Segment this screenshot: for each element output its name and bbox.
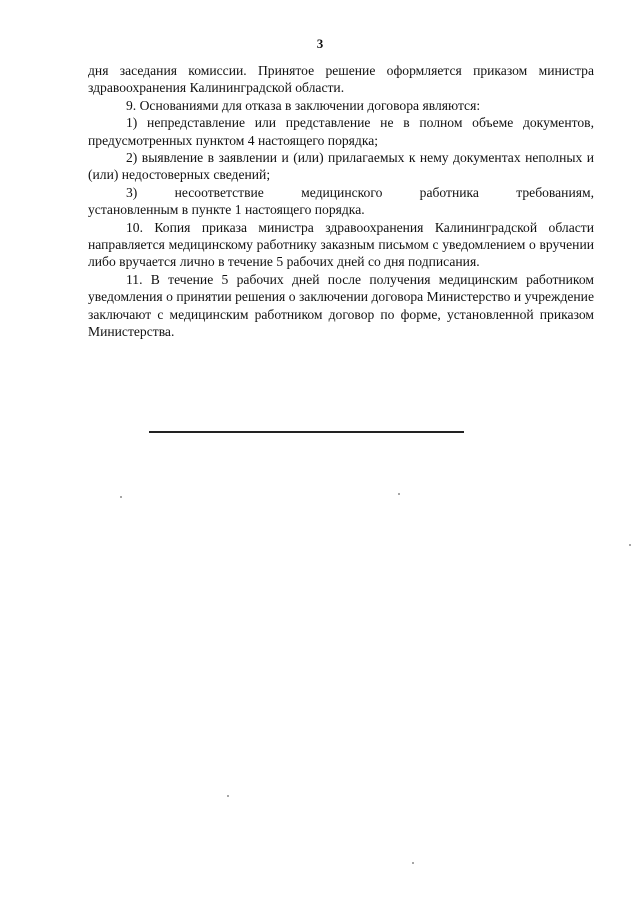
paragraph-9-item-3-line-1: 3) несоответствие медицинского работника требованиям, bbox=[126, 184, 594, 200]
paragraph-9-item-1: 1) непредставление или представление не в полном объеме документов, предусмотренных пунктом 4 настоящего порядка; bbox=[88, 115, 594, 148]
scan-speck bbox=[629, 544, 631, 546]
scan-speck bbox=[120, 496, 122, 498]
page-number: 3 bbox=[316, 36, 324, 51]
scan-speck bbox=[412, 862, 414, 864]
paragraph-10: 10. Копия приказа министра здравоохранения Калининградской области направляется медицинскому работнику заказным письмом с уведомлением о вручении либо вручается лично в течение 5 рабочих дней со дня подписания. bbox=[88, 219, 594, 270]
separator-line bbox=[149, 431, 464, 433]
paragraph-9: 9. Основаниями для отказа в заключении договора являются: bbox=[126, 97, 481, 113]
scan-speck bbox=[227, 795, 229, 797]
scan-speck bbox=[398, 493, 400, 495]
paragraph-9-item-2: 2) выявление в заявлении и (или) прилагаемых к нему документах неполных и (или) недостоверных сведений; bbox=[88, 150, 594, 183]
paragraph-continuation: дня заседания комиссии. Принятое решение оформляется приказом министра здравоохранения Калининградской области. bbox=[88, 63, 594, 96]
paragraph-9-item-3-line-2: установленным в пункте 1 настоящего порядка. bbox=[88, 202, 365, 218]
document-body bbox=[88, 62, 594, 341]
paragraph-11: 11. В течение 5 рабочих дней после получения медицинским работником уведомления о принятии решения о заключении договора Министерство и учреждение заключают с медицинским работником договор по форме, установленной приказом Министерства. bbox=[88, 271, 594, 340]
